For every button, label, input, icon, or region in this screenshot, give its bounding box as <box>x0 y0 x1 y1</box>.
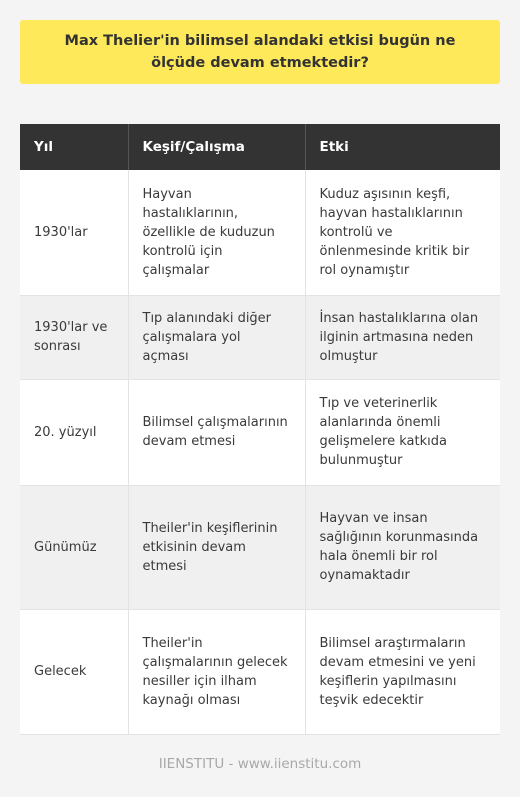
cell-work: Tıp alanındaki diğer çalışmalara yol açması <box>128 295 305 379</box>
title-banner <box>20 20 500 84</box>
cell-impact: Hayvan ve insan sağlığının korunmasında hala önemli bir rol oynamaktadır <box>305 485 500 609</box>
cell-impact: Bilimsel araştırmaların devam etmesini ve yeni keşiflerin yapılmasını teşvik edecektir <box>305 609 500 734</box>
cell-work: Theiler'in çalışmalarının gelecek nesiller için ilham kaynağı olması <box>128 609 305 734</box>
page-title: Max Thelier'in bilimsel alandaki etkisi bugün ne ölçüde devam etmektedir? <box>64 33 456 71</box>
cell-work: Theiler'in keşiflerinin etkisinin devam etmesi <box>128 485 305 609</box>
cell-impact: İnsan hastalıklarına olan ilginin artmasına neden olmuştur <box>305 295 500 379</box>
table-row <box>20 379 500 485</box>
cell-year: Gelecek <box>20 609 128 734</box>
table-row <box>20 609 500 734</box>
cell-work: Bilimsel çalışmalarının devam etmesi <box>128 379 305 485</box>
table-row <box>20 485 500 609</box>
cell-year: 20. yüzyıl <box>20 379 128 485</box>
footer-credit: IIENSTITU - www.iienstitu.com <box>158 756 362 772</box>
influence-table <box>20 124 500 735</box>
cell-impact: Kuduz aşısının keşfi, hayvan hastalıklarının kontrolü ve önlenmesinde kritik bir rol oynamıştır <box>305 170 500 295</box>
cell-impact: Tıp ve veterinerlik alanlarında önemli gelişmelere katkıda bulunmuştur <box>305 379 500 485</box>
cell-year: 1930'lar ve sonrası <box>20 295 128 379</box>
cell-work: Hayvan hastalıklarının, özellikle de kuduzun kontrolü için çalışmalar <box>128 170 305 295</box>
table-row <box>20 170 500 295</box>
cell-year: 1930'lar <box>20 170 128 295</box>
cell-year: Günümüz <box>20 485 128 609</box>
header-year: Yıl <box>20 124 128 170</box>
header-work: Keşif/Çalışma <box>128 124 305 170</box>
table-header-row <box>20 124 500 170</box>
table-row <box>20 295 500 379</box>
header-impact: Etki <box>305 124 500 170</box>
